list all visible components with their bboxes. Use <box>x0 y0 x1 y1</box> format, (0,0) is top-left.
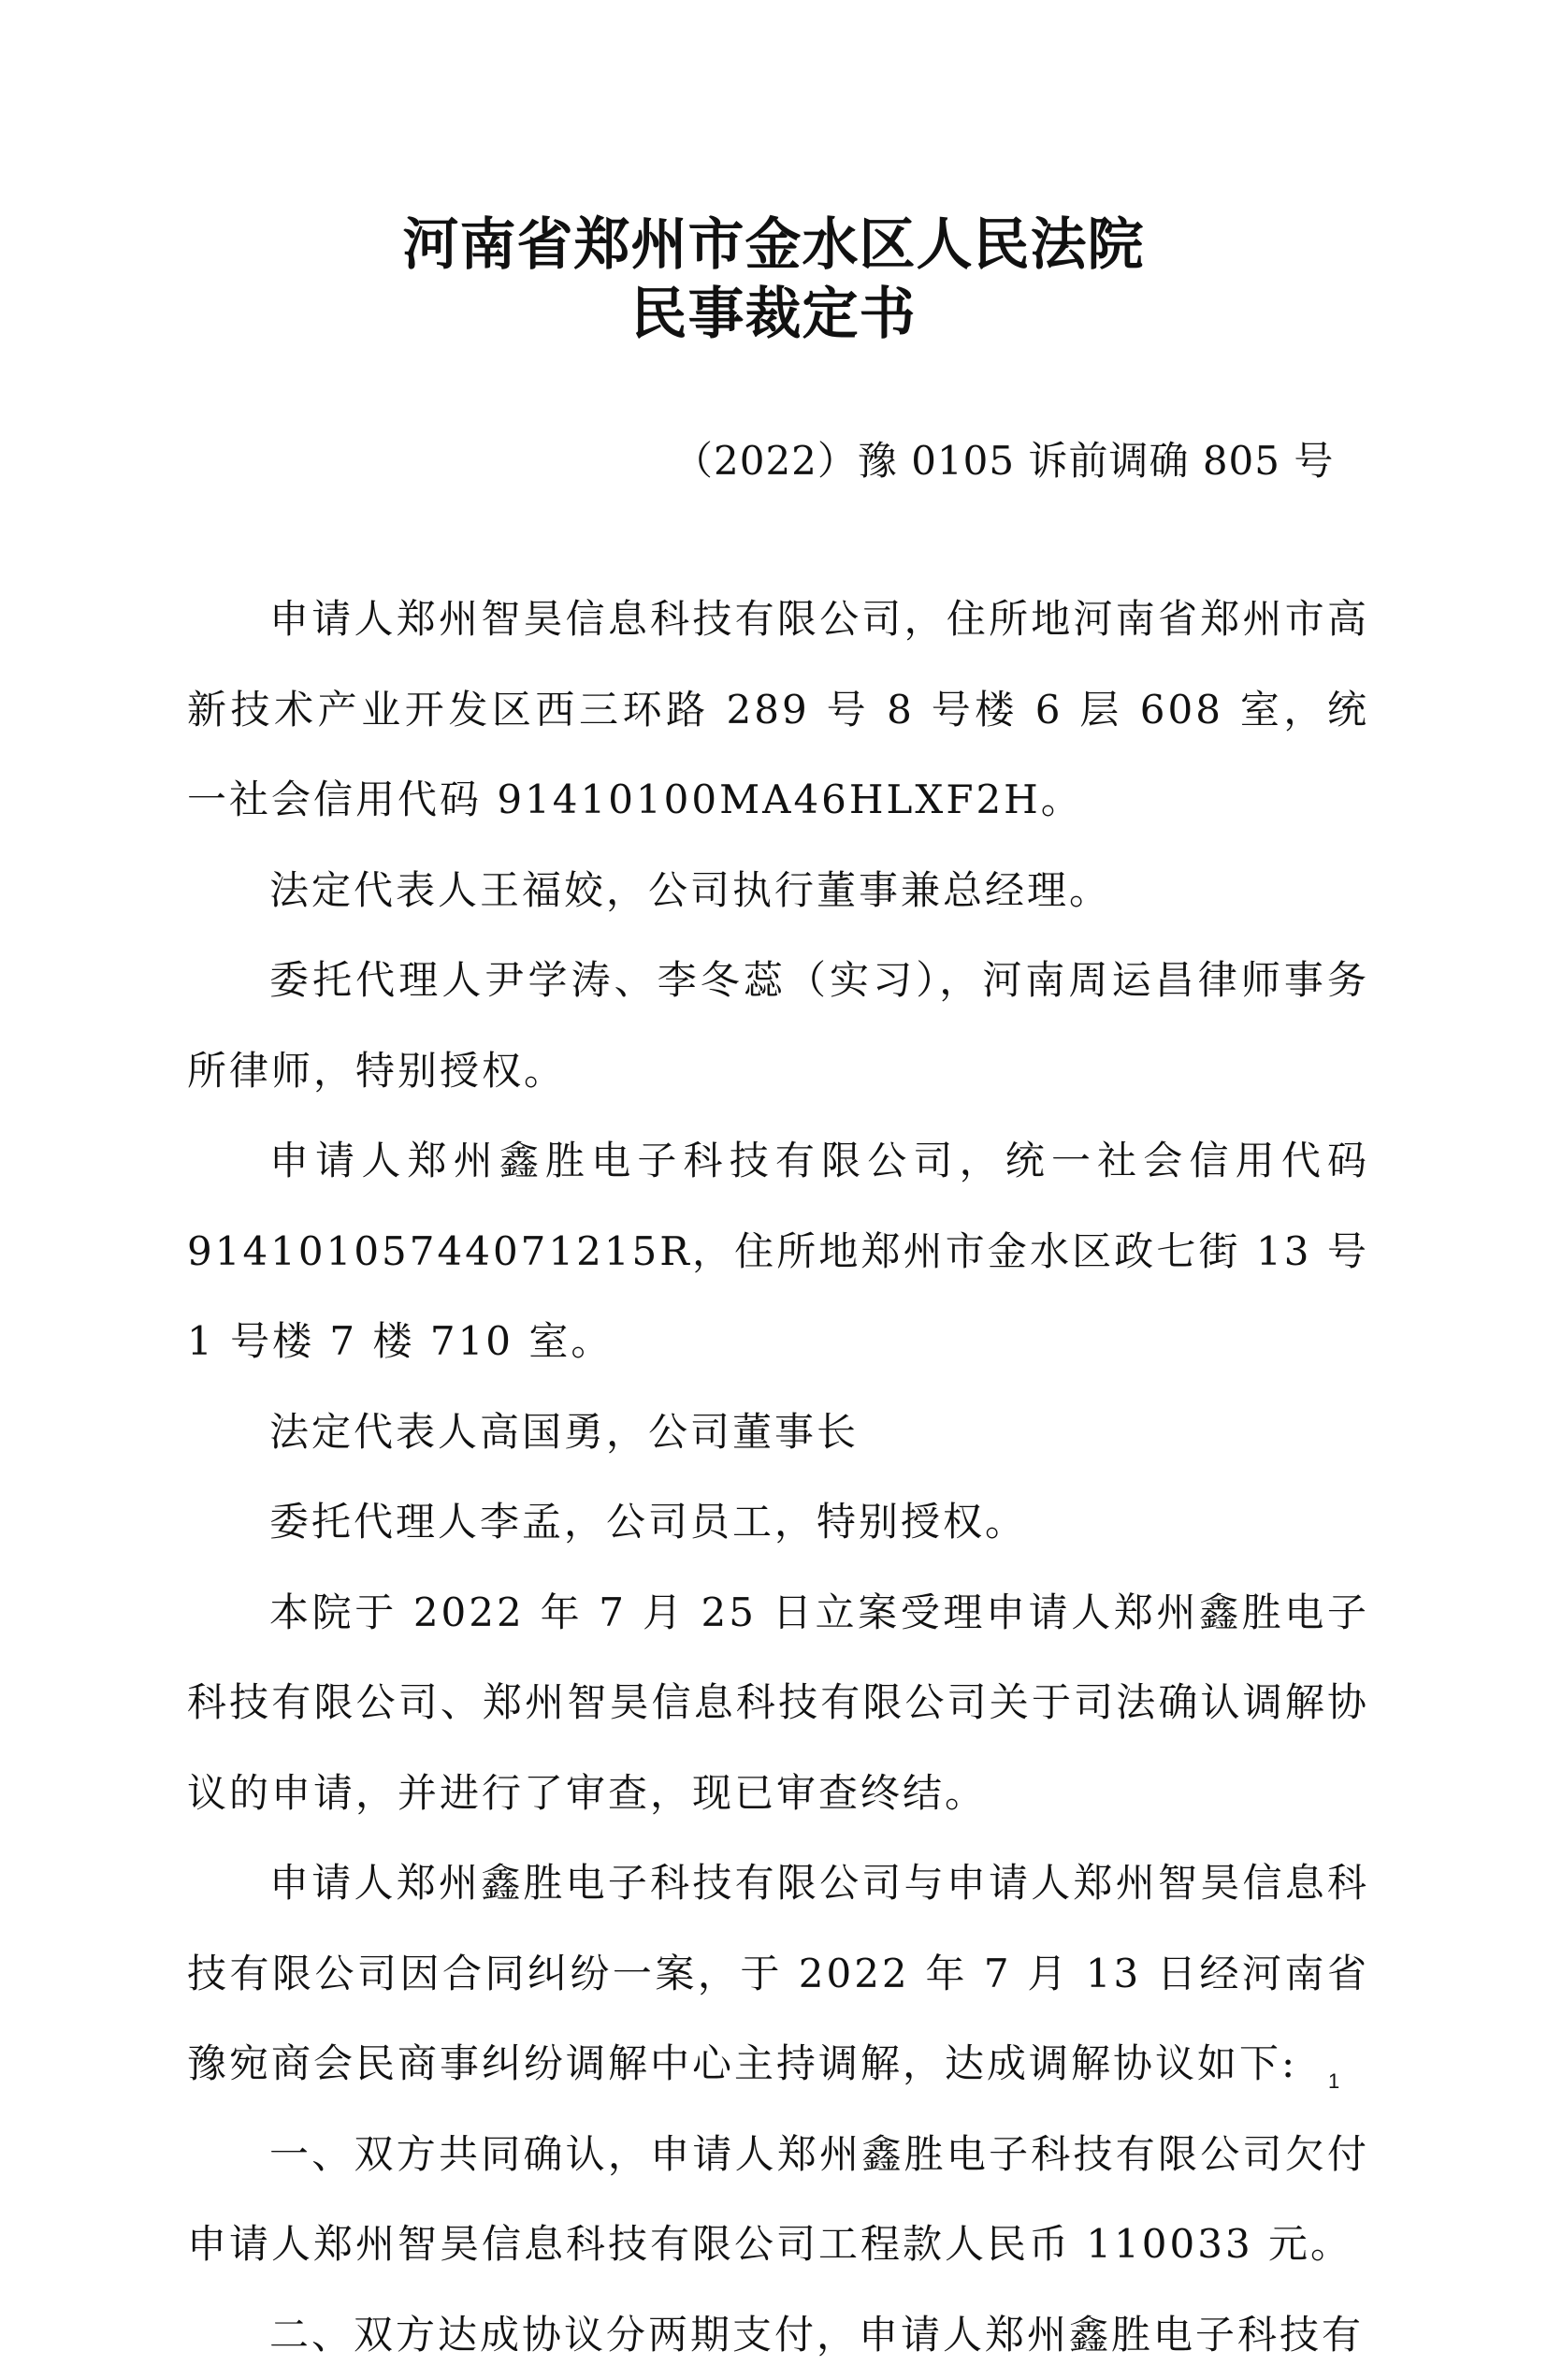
paragraph-mediation: 申请人郑州鑫胜电子科技有限公司与申请人郑州智昊信息科技有限公司因合同纠纷一案，于 2022 年 7 月 13 日经河南省豫宛商会民商事纠纷调解中心主持调解，达成调解协议如下: <box>187 1838 1369 2110</box>
paragraph-agreement-item-1: 一、双方共同确认，申请人郑州鑫胜电子科技有限公司欠付申请人郑州智昊信息科技有限公司工程款人民币 110033 元。 <box>187 2110 1369 2290</box>
court-name-title: 河南省郑州市金水区人民法院 <box>0 211 1547 279</box>
paragraph-legal-rep-1: 法定代表人王福姣，公司执行董事兼总经理。 <box>187 846 1369 936</box>
paragraph-applicant-2: 申请人郑州鑫胜电子科技有限公司，统一社会信用代码 91410105744071215R，住所地郑州市金水区政七街 13 号 1 号楼 7 楼 710 室。 <box>187 1116 1369 1387</box>
paragraph-agreement-item-2: 二、双方达成协议分两期支付，申请人郑州鑫胜电子科技有 <box>187 2290 1369 2380</box>
paragraph-agent-1: 委托代理人尹学涛、李冬蕊（实习），河南周运昌律师事务所律师，特别授权。 <box>187 936 1369 1116</box>
paragraph-applicant-1: 申请人郑州智昊信息科技有限公司，住所地河南省郑州市高新技术产业开发区西三环路 289 号 8 号楼 6 层 608 室，统一社会信用代码 91410100MA46HLXF2H。 <box>187 574 1369 846</box>
page-number: 1 <box>1328 2069 1339 2094</box>
case-number: （2022）豫 0105 诉前调确 805 号 <box>673 436 1272 486</box>
paragraph-case-filing: 本院于 2022 年 7 月 25 日立案受理申请人郑州鑫胜电子科技有限公司、郑州智昊信息科技有限公司关于司法确认调解协议的申请，并进行了审查，现已审查终结。 <box>187 1568 1369 1839</box>
document-type-title: 民事裁定书 <box>0 281 1547 348</box>
paragraph-agent-2: 委托代理人李孟，公司员工，特别授权。 <box>187 1477 1369 1568</box>
document-body <box>187 574 1369 2380</box>
paragraph-legal-rep-2: 法定代表人高国勇，公司董事长 <box>187 1387 1369 1478</box>
